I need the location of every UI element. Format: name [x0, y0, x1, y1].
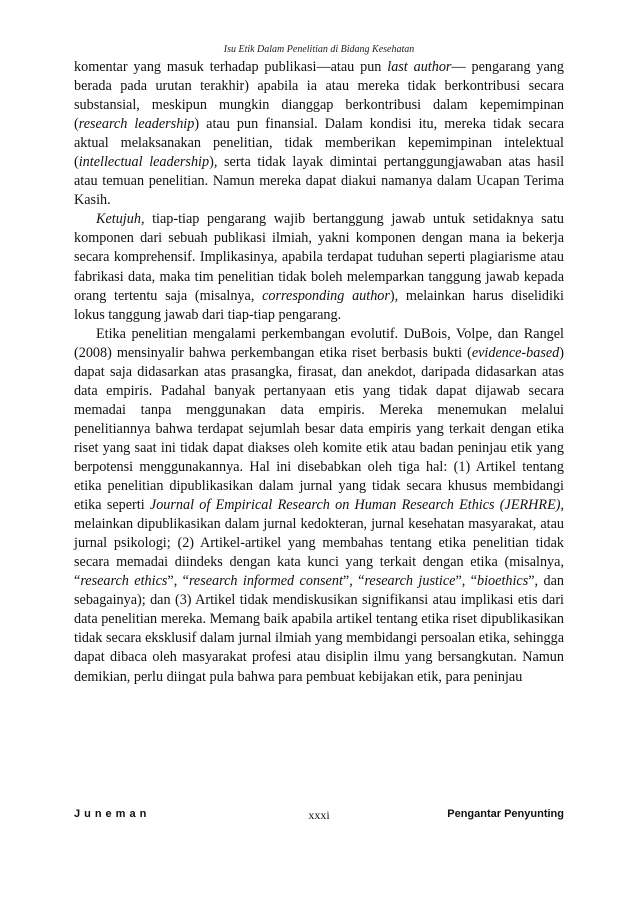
page-number: xxxi	[308, 808, 330, 822]
italic-term: evidence-based	[471, 344, 560, 361]
italic-term: research leadership	[78, 116, 195, 133]
running-header: Isu Etik Dalam Penelitian di Bidang Kesehatan	[223, 44, 415, 55]
text-run: ), serta tidak layak dimintai pertanggungjawaban atas hasil atau temuan penelitian. Namun mereka dapat diakui namanya dalam Ucapan Terima Kasih.	[74, 154, 565, 209]
italic-term: intellectual leadership	[78, 154, 210, 171]
italic-term: corresponding author	[262, 287, 390, 304]
italic-term: Journal of Empirical Research on Human Research Ethics (JERHRE)	[149, 497, 561, 514]
text-run: ”, dan sebagainya); dan (3) Artikel tidak mendiskusikan signifikansi atau implikasi etis dari data penelitian mereka. Memang baik apabila artikel tentang etika riset dipublikasikan tidak secara eksklusif dalam jurnal ilmiah yang membidangi persoalan etika, sehingga dapat dibaca oleh masyarakat profesi atau disiplin ilmu yang bersangkutan. Namun demikian, perlu diingat pula bahwa para pembuat kebijakan etik, para peninjau	[74, 573, 564, 685]
italic-term: bioethics	[477, 573, 529, 590]
text-run: ), melainkan harus diselidiki lokus tanggung jawab dari tiap-tiap pengarang.	[74, 287, 564, 323]
page-footer	[74, 808, 564, 824]
paragraph	[74, 210, 564, 324]
text-run: ”, “	[455, 573, 478, 590]
italic-term: research ethics	[80, 573, 168, 590]
text-run: ) atau pun finansial. Dalam kondisi itu, mereka tidak secara aktual melaksanakan penelitian, tidak memberikan kepemimpinan intelektual (	[74, 116, 564, 171]
italic-term: last author	[387, 59, 452, 75]
footer-section-title: Pengantar Penyunting	[447, 808, 564, 820]
text-run: komentar yang masuk terhadap publikasi—atau pun	[74, 59, 388, 75]
italic-term: research informed consent	[188, 573, 343, 590]
text-run: ”, “	[342, 573, 365, 590]
text-run: , tiap-tiap pengarang wajib bertanggung jawab untuk setidaknya satu komponen dari sebuah publikasi ilmiah, yakni komponen dengan mana ia bekerja secara komprehensif. Implikasinya, apabila terdapat tuduhan seperti plagiarisme atau fabrikasi data, maka tim penelitian tidak boleh melemparkan tanggung jawab kepada orang tertentu saja (misalnya,	[74, 211, 564, 304]
text-run: — pengarang yang berada pada urutan terakhir) apabila ia atau mereka tidak berkontribusi secara substansial, meskipun mungkin dianggap berkontribusi dalam kepemimpinan (	[74, 59, 564, 133]
paragraph	[74, 58, 564, 210]
body-text	[74, 58, 564, 687]
text-run: , melainkan dipublikasikan dalam jurnal kedokteran, jurnal kesehatan masyarakat, atau jurnal psikologi; (2) Artikel-artikel yang membahas tentang etika penelitian tidak secara memadai diindeks dengan kata kunci yang terkait dengan etika (misalnya, “	[74, 497, 565, 590]
italic-term: research justice	[364, 573, 456, 590]
text-run: Etika penelitian mengalami perkembangan evolutif. DuBois, Volpe, dan Rangel (2008) mensinyalir bahwa perkembangan etika riset berbasis bukti (	[74, 325, 564, 361]
text-run: ”, “	[167, 573, 189, 590]
text-run: ) dapat saja didasarkan atas prasangka, firasat, dan anekdot, daripada didasarkan atas data empiris. Padahal banyak pertanyaan etis yang tidak dapat dijawab secara memadai tanpa menggunakan data empiris. Mereka menemukan melalui penelitiannya bahwa terdapat sejumlah besar data empiris yang terkait dengan etika riset yang saat ini tidak dapat diakses oleh komite etik atau badan peninjau etik yang berpotensi menggunakannya. Hal ini disebabkan oleh tiga hal: (1) Artikel tentang etika penelitian dipublikasikan dalam jurnal yang tidak secara khusus membidangi etika seperti	[74, 344, 564, 514]
italic-term: Ketujuh	[96, 211, 141, 228]
footer-author: Juneman	[74, 808, 151, 820]
paragraph	[74, 325, 564, 687]
